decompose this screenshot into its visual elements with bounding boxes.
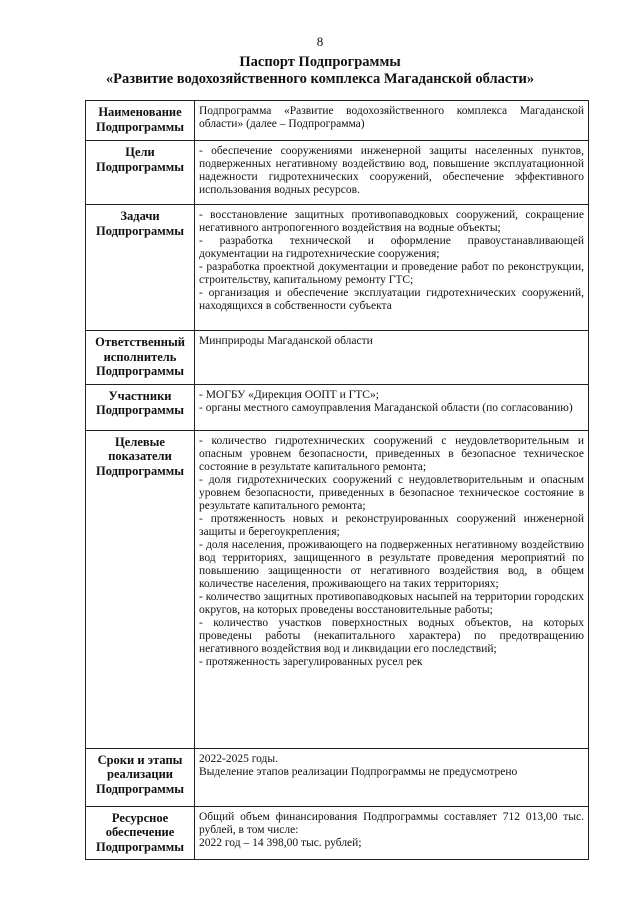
passport-row-tasks xyxy=(86,205,589,331)
page-number: 8 xyxy=(316,34,324,49)
passport-row-goals xyxy=(86,141,589,205)
row-value xyxy=(195,141,589,205)
value-line: - количество защитных противопаводковых насыпей на территории городских округов, на которых проведены восстановительные работы; xyxy=(199,590,584,616)
value-line: - организация и обеспечение эксплуатации гидротехнических сооружений, находящихся в собственности субъекта xyxy=(199,287,584,312)
value-line: Минприроды Магаданской области xyxy=(199,335,373,347)
passport-row-participants xyxy=(86,384,589,430)
row-value xyxy=(195,748,589,806)
value-line: Выделение этапов реализации Подпрограммы не предусмотрено xyxy=(199,765,518,778)
passport-table xyxy=(85,100,589,860)
value-line: - обеспечение сооружениями инженерной защиты населенных пунктов, подверженных негативному воздействию вод, повышение эксплуатационной надежности гидротехнических сооружений, обеспечение эффективного использования водных ресурсов. xyxy=(199,145,584,196)
row-value xyxy=(195,101,589,141)
passport-row-name xyxy=(86,101,589,141)
value-line: 2022 год – 14 398,00 тыс. рублей; xyxy=(199,836,362,849)
row-label: Наименование Подпрограммы xyxy=(86,101,195,141)
value-line: Подпрограмма «Развитие водохозяйственного комплекса Магаданской области» (далее – Подпрограмма) xyxy=(199,105,584,130)
row-label: Сроки и этапы реализации Подпрограммы xyxy=(86,748,195,806)
document-title xyxy=(40,54,600,88)
passport-row-terms xyxy=(86,748,589,806)
value-line: - МОГБУ «Дирекция ООПТ и ГТС»; xyxy=(199,388,379,401)
value-line: Общий объем финансирования Подпрограммы составляет 712 013,00 тыс. рублей, в том числе: xyxy=(199,810,584,836)
row-value xyxy=(195,205,589,331)
value-line: - количество участков поверхностных водных объектов, на которых проведены работы (некапитального характера) по предотвращению негативного воздействия вод и ликвидации его последствий; xyxy=(199,616,584,655)
title-line-1: Паспорт Подпрограммы xyxy=(239,54,401,70)
value-line: - протяженность зарегулированных русел рек xyxy=(199,655,423,668)
row-value xyxy=(195,806,589,860)
row-label: Цели Подпрограммы xyxy=(86,141,195,205)
value-line: - разработка технической и оформление правоустанавливающей документации на гидротехнические сооружения; xyxy=(199,235,584,260)
row-value xyxy=(195,331,589,385)
row-label: Ресурсное обеспечение Подпрограммы xyxy=(86,806,195,860)
row-value xyxy=(195,430,589,748)
value-line: - разработка проектной документации и проведение работ по реконструкции, строительству, капитальному ремонту ГТС; xyxy=(199,261,584,286)
row-label: Целевые показатели Подпрограммы xyxy=(86,430,195,748)
title-line-2: «Развитие водохозяйственного комплекса Магаданской области» xyxy=(105,71,535,87)
value-line: - количество гидротехнических сооружений с неудовлетворительным и опасным уровнем безопасности, приведенных в безопасное техническое состояние в результате капитального ремонта; xyxy=(199,434,584,473)
passport-row-indicators xyxy=(86,430,589,748)
value-line: - органы местного самоуправления Магаданской области (по согласованию) xyxy=(199,401,573,414)
row-label: Задачи Подпрограммы xyxy=(86,205,195,331)
passport-table-body xyxy=(86,101,589,860)
value-line: - доля населения, проживающего на подверженных негативному воздействию вод территориях, защищенного в результате проведения мероприятий по повышению защищенности от негативного воздействия вод, в общем количестве населения, проживающего на таких территориях; xyxy=(199,538,584,590)
value-line: - доля гидротехнических сооружений с неудовлетворительным и опасным уровнем безопасности, приведенных в безопасное техническое состояние в результате капитального ремонта; xyxy=(199,473,584,512)
row-value xyxy=(195,384,589,430)
passport-row-resources xyxy=(86,806,589,860)
row-label: Ответственный исполнитель Подпрограммы xyxy=(86,331,195,385)
value-line: - восстановление защитных противопаводковых сооружений, сокращение негативного антропогенного воздействия на водные объекты; xyxy=(199,209,584,234)
passport-row-responsible xyxy=(86,331,589,385)
value-line: 2022-2025 годы. xyxy=(199,752,279,765)
value-line: - протяженность новых и реконструированных сооружений инженерной защиты и берегоукрепления; xyxy=(199,512,584,538)
row-label: Участники Подпрограммы xyxy=(86,384,195,430)
